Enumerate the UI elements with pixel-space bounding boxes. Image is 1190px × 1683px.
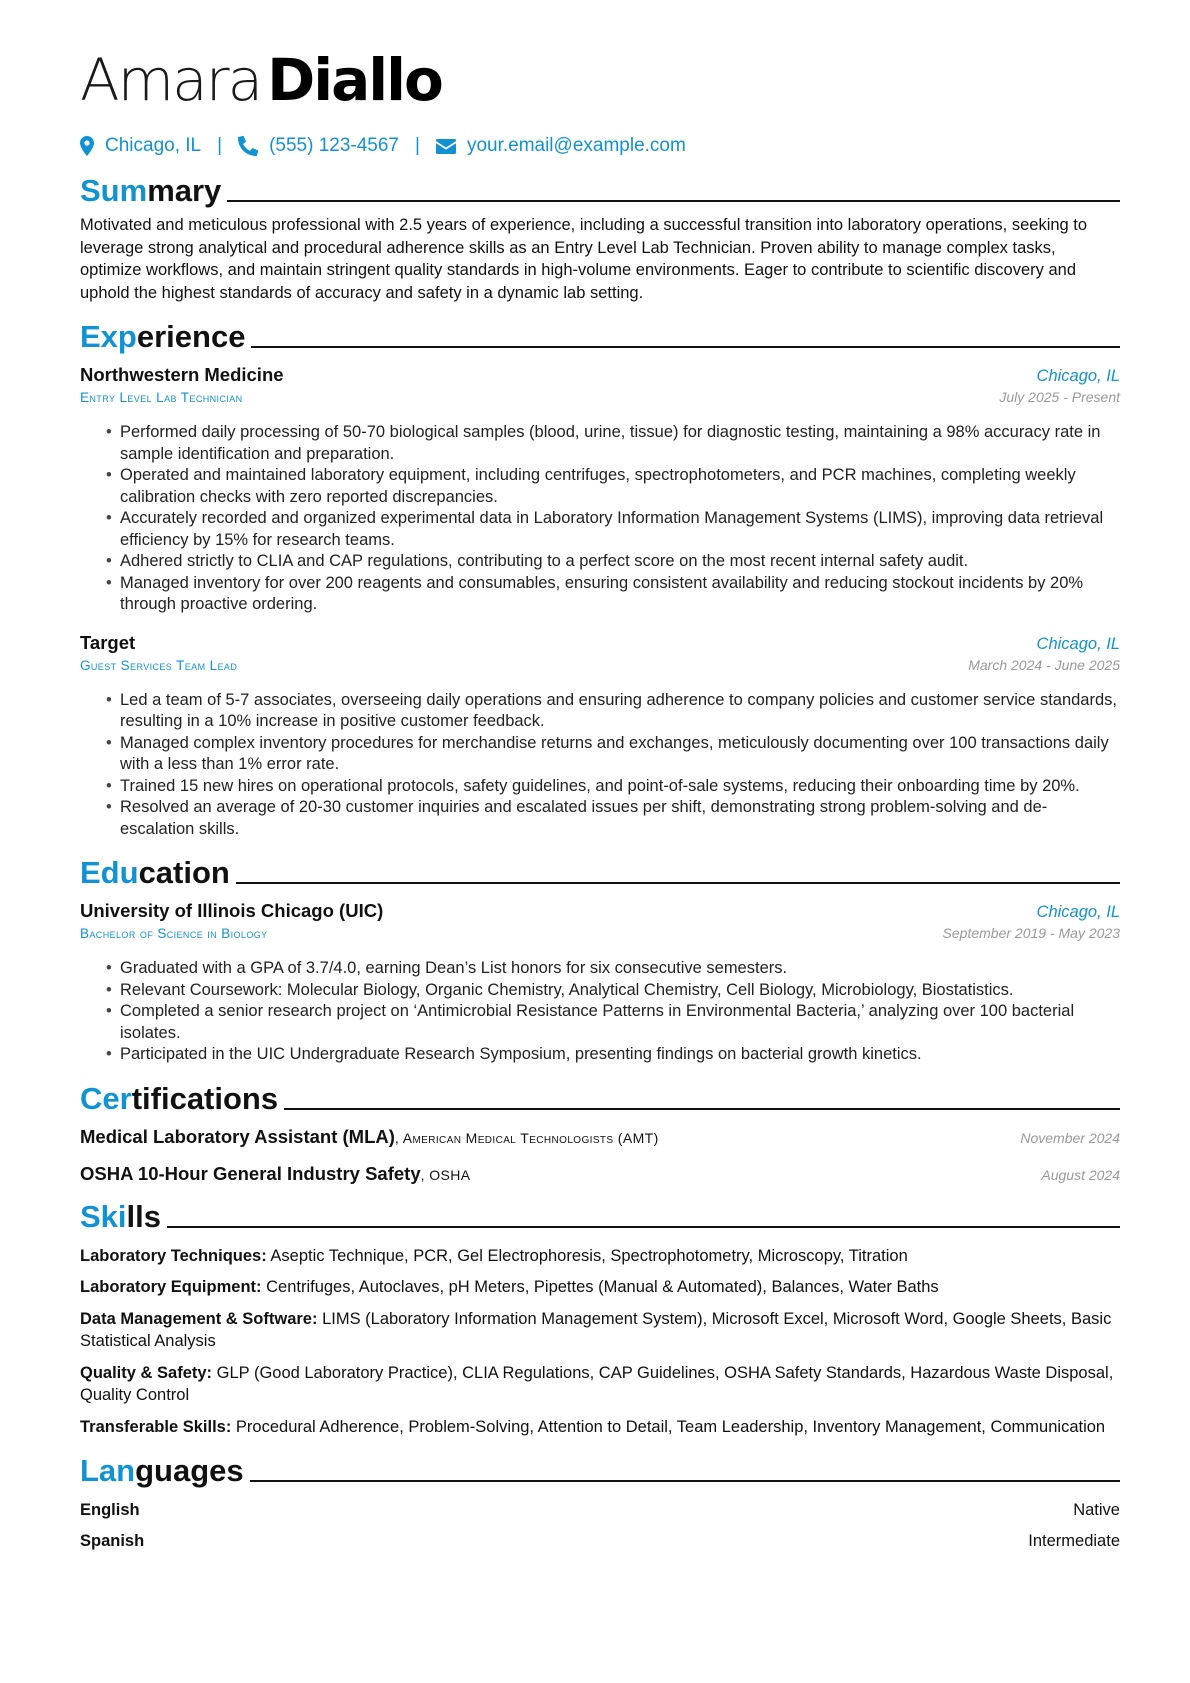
last-name: Diallo xyxy=(267,46,442,114)
skill-value: GLP (Good Laboratory Practice), CLIA Regulations, CAP Guidelines, OSHA Safety Standards, Hazardous Waste Disposal, Quality Control xyxy=(80,1363,1114,1404)
phone-text: (555) 123-4567 xyxy=(269,135,399,156)
experience-entry xyxy=(80,630,1120,841)
language-level: Native xyxy=(1073,1501,1120,1519)
experience-subtitle: Entry Level Lab Technician xyxy=(80,390,243,405)
certification-comma: , xyxy=(420,1166,430,1183)
email-text: your.email@example.com xyxy=(466,135,686,156)
certification-left xyxy=(80,1163,471,1185)
contact-email[interactable] xyxy=(436,135,686,157)
language-list xyxy=(80,1499,1120,1552)
section-title: Summary xyxy=(80,173,222,208)
location-text: Chicago, IL xyxy=(105,135,202,156)
bullet-item: • Trained 15 new hires on operational protocols, safety guidelines, and point-of-sale systems, reducing their onboarding time by 20%. xyxy=(106,776,1120,798)
experience-bullet-list xyxy=(106,422,1120,616)
map-pin-icon xyxy=(80,136,105,156)
education-list xyxy=(80,898,1120,1066)
entry-sub-row xyxy=(80,656,1120,676)
skill-value: Aseptic Technique, PCR, Gel Electrophoresis, Spectrophotometry, Microscopy, Titration xyxy=(270,1246,908,1265)
skill-label: Quality & Safety: xyxy=(80,1363,213,1382)
certification-comma: , xyxy=(394,1129,403,1146)
section-title: Languages xyxy=(80,1453,244,1488)
experience-dates: July 2025 - Present xyxy=(999,389,1120,405)
skills-heading xyxy=(80,1198,1120,1236)
contact-phone[interactable] xyxy=(238,135,399,157)
contact-location xyxy=(80,135,201,157)
skill-row xyxy=(80,1276,1120,1299)
bullet-item: • Adhered strictly to CLIA and CAP regulations, contributing to a perfect score on the most recent internal safety audit. xyxy=(106,551,1120,573)
education-location: Chicago, IL xyxy=(1036,903,1120,921)
experience-list xyxy=(80,362,1120,840)
skill-row xyxy=(80,1245,1120,1268)
summary-heading xyxy=(80,172,1120,210)
bullet-item: • Managed inventory for over 200 reagents and consumables, ensuring consistent availability and reducing stockout incidents by 20% through proactive ordering. xyxy=(106,573,1120,616)
entry-sub-row xyxy=(80,924,1120,944)
certifications-heading xyxy=(80,1080,1120,1118)
contact-bar xyxy=(80,124,1120,168)
contact-separator: | xyxy=(415,135,420,156)
section-title: Experience xyxy=(80,319,246,354)
experience-location: Chicago, IL xyxy=(1036,634,1120,653)
language-name: English xyxy=(80,1501,140,1519)
bullet-item: • Led a team of 5-7 associates, overseeing daily operations and ensuring adherence to company policies and customer service standards, resulting in a 10% increase in positive customer feedback. xyxy=(106,690,1120,733)
entry-header-row xyxy=(80,898,1120,924)
skill-value: Procedural Adherence, Problem-Solving, Attention to Detail, Team Leadership, Inventory Management, Communication xyxy=(235,1417,1106,1436)
section-rule xyxy=(227,200,1120,202)
candidate-name xyxy=(80,40,1120,120)
section-rule xyxy=(167,1226,1120,1228)
section-rule xyxy=(250,1480,1120,1482)
contact-separator: | xyxy=(217,135,223,156)
certification-org: OSHA xyxy=(429,1166,471,1183)
resume-page xyxy=(80,40,1120,1552)
bullet-item: • Performed daily processing of 50-70 biological samples (blood, urine, tissue) for diagnostic testing, maintaining a 98% accuracy rate in sample identification and preparation. xyxy=(106,422,1120,465)
section-title: Certifications xyxy=(80,1080,279,1116)
certification-name: OSHA 10-Hour General Industry Safety xyxy=(80,1162,421,1184)
experience-bullet-list xyxy=(106,690,1120,841)
certification-name: Medical Laboratory Assistant (MLA) xyxy=(80,1125,395,1147)
language-row xyxy=(80,1499,1120,1521)
experience-title: Target xyxy=(80,631,136,653)
bullet-item: • Resolved an average of 20-30 customer inquiries and escalated issues per shift, demonstrating strong problem-solving and de-escalation skills. xyxy=(106,797,1120,840)
experience-subtitle: Guest Services Team Lead xyxy=(80,657,238,673)
envelope-icon xyxy=(436,139,467,154)
skill-value: LIMS (Laboratory Information Management System), Microsoft Excel, Microsoft Word, Google Sheets, Basic Statistical Analysis xyxy=(80,1309,1112,1350)
bullet-item: • Completed a senior research project on ‘Antimicrobial Resistance Patterns in Environmental Bacteria,’ analyzing over 100 bacterial isolates. xyxy=(106,1001,1120,1044)
skill-value: Centrifuges, Autoclaves, pH Meters, Pipettes (Manual & Automated), Balances, Water Baths xyxy=(266,1278,939,1296)
skill-row xyxy=(80,1362,1120,1407)
certification-row xyxy=(80,1118,1120,1155)
experience-dates: March 2024 - June 2025 xyxy=(968,656,1120,673)
experience-location: Chicago, IL xyxy=(1036,367,1120,385)
section-rule xyxy=(251,346,1120,348)
skill-label: Laboratory Equipment: xyxy=(80,1278,262,1296)
entry-header-row xyxy=(80,630,1120,656)
skill-label: Laboratory Techniques: xyxy=(80,1246,267,1265)
phone-icon xyxy=(238,136,269,156)
section-rule xyxy=(284,1108,1120,1110)
education-entry xyxy=(80,898,1120,1066)
skill-row xyxy=(80,1416,1120,1439)
education-title: University of Illinois Chicago (UIC) xyxy=(80,900,384,921)
section-rule xyxy=(236,882,1120,884)
bullet-item: • Operated and maintained laboratory equipment, including centrifuges, spectrophotometers, and PCR machines, completing weekly calibration checks with zero reported discrepancies. xyxy=(106,465,1120,508)
entry-sub-row xyxy=(80,388,1120,408)
certification-org: American Medical Technologists (AMT) xyxy=(402,1129,659,1146)
education-bullet-list xyxy=(106,958,1120,1066)
first-name: Amara xyxy=(80,46,262,114)
education-dates: September 2019 - May 2023 xyxy=(942,925,1120,941)
entry-header-row xyxy=(80,362,1120,388)
skill-row xyxy=(80,1308,1120,1353)
certification-row xyxy=(80,1155,1120,1192)
experience-entry xyxy=(80,362,1120,616)
summary-text: Motivated and meticulous professional with 2.5 years of experience, including a successful transition into laboratory operations, seeking to leverage strong analytical and procedural adherence skills as an Entry Level Lab Technician. Proven ability to manage complex tasks, optimize workflows, and maintain stringent quality standards in high-volume environments. Eager to contribute to scientific discovery and uphold the highest standards of accuracy and safety in a dynamic lab setting. xyxy=(80,216,1088,302)
experience-title: Northwestern Medicine xyxy=(80,364,284,385)
certification-left xyxy=(80,1126,659,1148)
certification-date: November 2024 xyxy=(1020,1129,1120,1146)
bullet-item: • Managed complex inventory procedures for merchandise returns and exchanges, meticulously documenting over 100 transactions daily with a less than 1% error rate. xyxy=(106,733,1120,776)
bullet-item: • Relevant Coursework: Molecular Biology, Organic Chemistry, Analytical Chemistry, Cell Biology, Microbiology, Biostatistics. xyxy=(106,980,1120,1002)
section-title: Skills xyxy=(80,1198,161,1234)
certification-list xyxy=(80,1118,1120,1192)
education-heading xyxy=(80,854,1120,892)
language-name: Spanish xyxy=(80,1532,145,1550)
bullet-item: • Accurately recorded and organized experimental data in Laboratory Information Management Systems (LIMS), improving data retrieval efficiency by 15% for research teams. xyxy=(106,508,1120,551)
skill-list xyxy=(80,1245,1120,1439)
section-title: Education xyxy=(80,855,230,890)
bullet-item: • Graduated with a GPA of 3.7/4.0, earning Dean’s List honors for six consecutive semesters. xyxy=(106,958,1120,980)
certification-date: August 2024 xyxy=(1041,1166,1120,1183)
bullet-item: • Participated in the UIC Undergraduate Research Symposium, presenting findings on bacterial growth kinetics. xyxy=(106,1044,1120,1066)
language-level: Intermediate xyxy=(1028,1532,1120,1550)
education-subtitle: Bachelor of Science in Biology xyxy=(80,926,268,941)
experience-heading xyxy=(80,318,1120,356)
skill-label: Data Management & Software: xyxy=(80,1309,318,1328)
language-row xyxy=(80,1530,1120,1552)
skill-label: Transferable Skills: xyxy=(80,1417,232,1436)
languages-heading xyxy=(80,1452,1120,1490)
